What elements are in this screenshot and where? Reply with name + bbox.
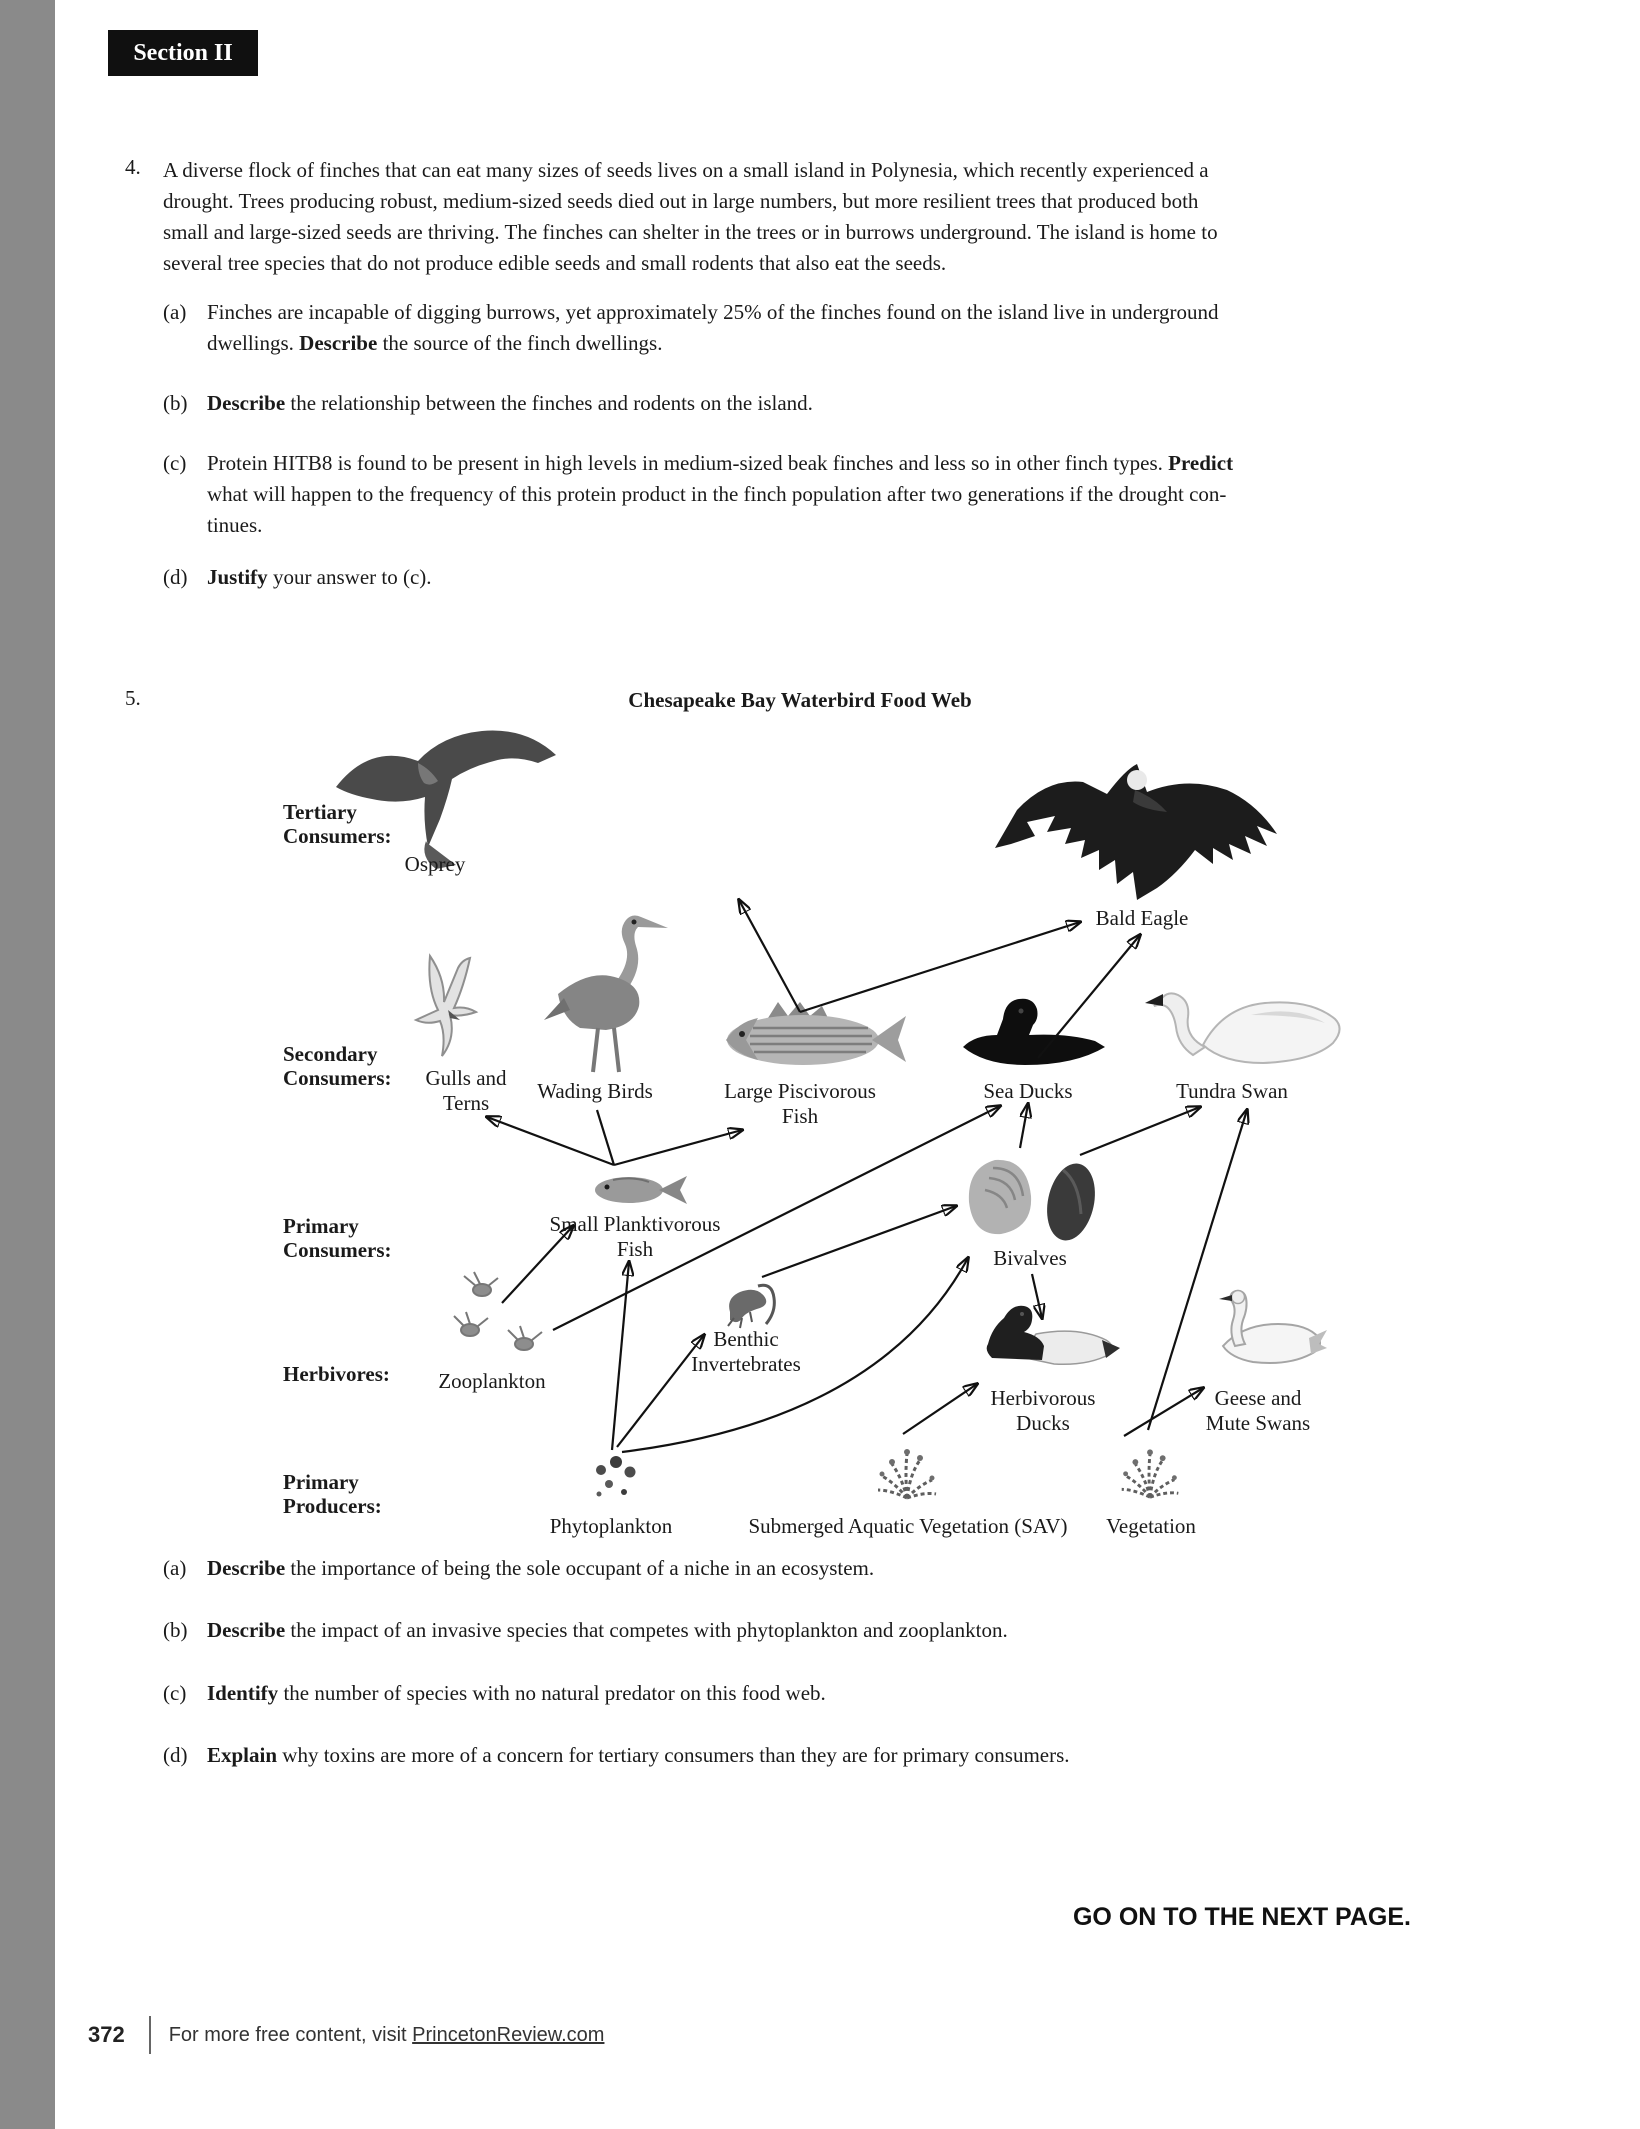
node-label-bivalves: Bivalves [993, 1246, 1067, 1270]
arrow-phytoplankton-to-small-fish [612, 1262, 629, 1450]
goose-mute-swan-icon [1193, 1288, 1330, 1374]
node-label-gulls-and-terns: Gulls and Terns [425, 1066, 507, 1115]
vegetation-icon [1110, 1428, 1190, 1502]
phytoplankton-icon [588, 1452, 644, 1504]
node-label-benthic-invertebrates: Benthic Invertebrates [691, 1327, 801, 1376]
row-label-tertiary-consumers: Tertiary Consumers: [283, 800, 392, 848]
part-label: (c) [163, 451, 187, 475]
question-4-number: 4. [125, 155, 141, 179]
node-label-tundra-swan: Tundra Swan [1176, 1079, 1288, 1103]
footer-note: For more free content, visit PrincetonReview.com [168, 2023, 605, 2046]
q4-part-d: (d) Justify your answer to (c). [163, 562, 1527, 593]
wading-bird-heron-icon [520, 900, 670, 1078]
zooplankton-icon [448, 1268, 555, 1368]
large-piscivorous-fish-icon [708, 998, 908, 1074]
node-label-sav: Submerged Aquatic Vegetation (SAV) [748, 1514, 1068, 1538]
part-label: (c) [163, 1681, 187, 1705]
node-label-vegetation: Vegetation [1106, 1514, 1196, 1538]
page-edge-bar [0, 0, 55, 2129]
node-label-bald-eagle: Bald Eagle [1095, 906, 1189, 930]
node-label-zooplankton: Zooplankton [438, 1369, 546, 1393]
small-planktivorous-fish-icon [583, 1168, 695, 1210]
node-label-small-planktivorous-fish: Small Planktivorous Fish [549, 1212, 721, 1261]
arrow-small-fish-to-gulls-terns [487, 1117, 614, 1165]
part-label: (b) [163, 1618, 188, 1642]
q4-part-b: (b) Describe the relationship between the finches and rodents on the island. [163, 388, 1527, 419]
question-5-number: 5. [125, 686, 141, 710]
q5-part-c: (c) Identify the number of species with no natural predator on this food web. [163, 1678, 1527, 1709]
node-label-herbivorous-ducks: Herbivorous Ducks [990, 1386, 1096, 1435]
benthic-invertebrate-icon [718, 1278, 782, 1330]
part-label: (d) [163, 565, 188, 589]
sea-duck-icon [945, 993, 1110, 1075]
page-footer [88, 2016, 604, 2054]
node-label-wading-birds: Wading Birds [537, 1079, 653, 1103]
arrow-bivalves-to-sea-ducks [1020, 1104, 1028, 1148]
row-label-herbivores: Herbivores: [283, 1362, 390, 1386]
line-small-fish-to-wading-birds [597, 1110, 614, 1165]
arrow-bivalves-to-tundra-swan [1080, 1107, 1200, 1155]
submerged-aquatic-vegetation-icon [866, 1428, 948, 1502]
q4-intro-line: small and large-sized seeds are thriving. The finches can shelter in the trees or in burrows underground. The island is home to [163, 220, 1218, 244]
q4-part-a: (a) Finches are incapable of digging burrows, yet approximately 25% of the finches found on the island live in underground dwellings. Describe the source of the finch dwellings. [163, 297, 1527, 359]
q5-part-d: (d) Explain why toxins are more of a concern for tertiary consumers than they are for primary consumers. [163, 1740, 1527, 1771]
part-label: (b) [163, 391, 188, 415]
q5-part-b: (b) Describe the impact of an invasive species that competes with phytoplankton and zooplankton. [163, 1615, 1527, 1646]
part-label: (a) [163, 1556, 187, 1580]
footer-divider [149, 2016, 151, 2054]
go-on-instruction: GO ON TO THE NEXT PAGE. [1072, 1903, 1411, 1931]
tundra-swan-icon [1133, 983, 1350, 1075]
arrow-large-fish-to-osprey [739, 900, 800, 1012]
part-label: (a) [163, 300, 187, 324]
q4-intro-line: several tree species that do not produce edible seeds and small rodents that also eat the seeds. [163, 251, 947, 275]
row-label-primary-producers: Primary Producers: [283, 1470, 382, 1518]
diagram-title: Chesapeake Bay Waterbird Food Web [628, 688, 972, 712]
row-label-secondary-consumers: Secondary Consumers: [283, 1042, 392, 1090]
bald-eagle-icon [985, 752, 1285, 902]
node-label-phytoplankton: Phytoplankton [549, 1514, 673, 1538]
section-badge: Section II [108, 30, 258, 76]
row-label-primary-consumers: Primary Consumers: [283, 1214, 392, 1262]
gull-tern-icon [400, 950, 485, 1062]
node-label-osprey: Osprey [404, 852, 466, 876]
q4-intro-line: A diverse flock of finches that can eat many sizes of seeds lives on a small island in Polynesia, which recently experienced a [163, 158, 1209, 182]
question-4-intro [163, 155, 1503, 279]
herbivorous-duck-icon [958, 1300, 1120, 1372]
princeton-review-link[interactable]: PrincetonReview.com [412, 2023, 605, 2046]
part-label: (d) [163, 1743, 188, 1767]
node-label-sea-ducks: Sea Ducks [983, 1079, 1073, 1103]
arrow-vegetation-to-tundra-swan [1148, 1110, 1247, 1430]
arrow-benthic-invertebrates-to-bivalves [762, 1206, 956, 1277]
node-label-geese-and-mute-swans: Geese and Mute Swans [1205, 1386, 1311, 1435]
q4-part-c: (c) Protein HITB8 is found to be present in high levels in medium-sized beak finches and less so in other finch types. Predict what will happen to the frequency of this protein product in the finch population after two generations if the drought con- tinues. [163, 448, 1527, 541]
arrow-small-fish-to-large-fish [614, 1130, 742, 1165]
q5-part-a: (a) Describe the importance of being the sole occupant of a niche in an ecosystem. [163, 1553, 1527, 1584]
node-label-large-piscivorous-fish: Large Piscivorous Fish [724, 1079, 876, 1128]
page-number: 372 [88, 2022, 125, 2047]
q4-intro-line: drought. Trees producing robust, medium-sized seeds died out in large numbers, but more resilient trees that produced both [163, 189, 1199, 213]
bivalves-icon [963, 1152, 1105, 1248]
